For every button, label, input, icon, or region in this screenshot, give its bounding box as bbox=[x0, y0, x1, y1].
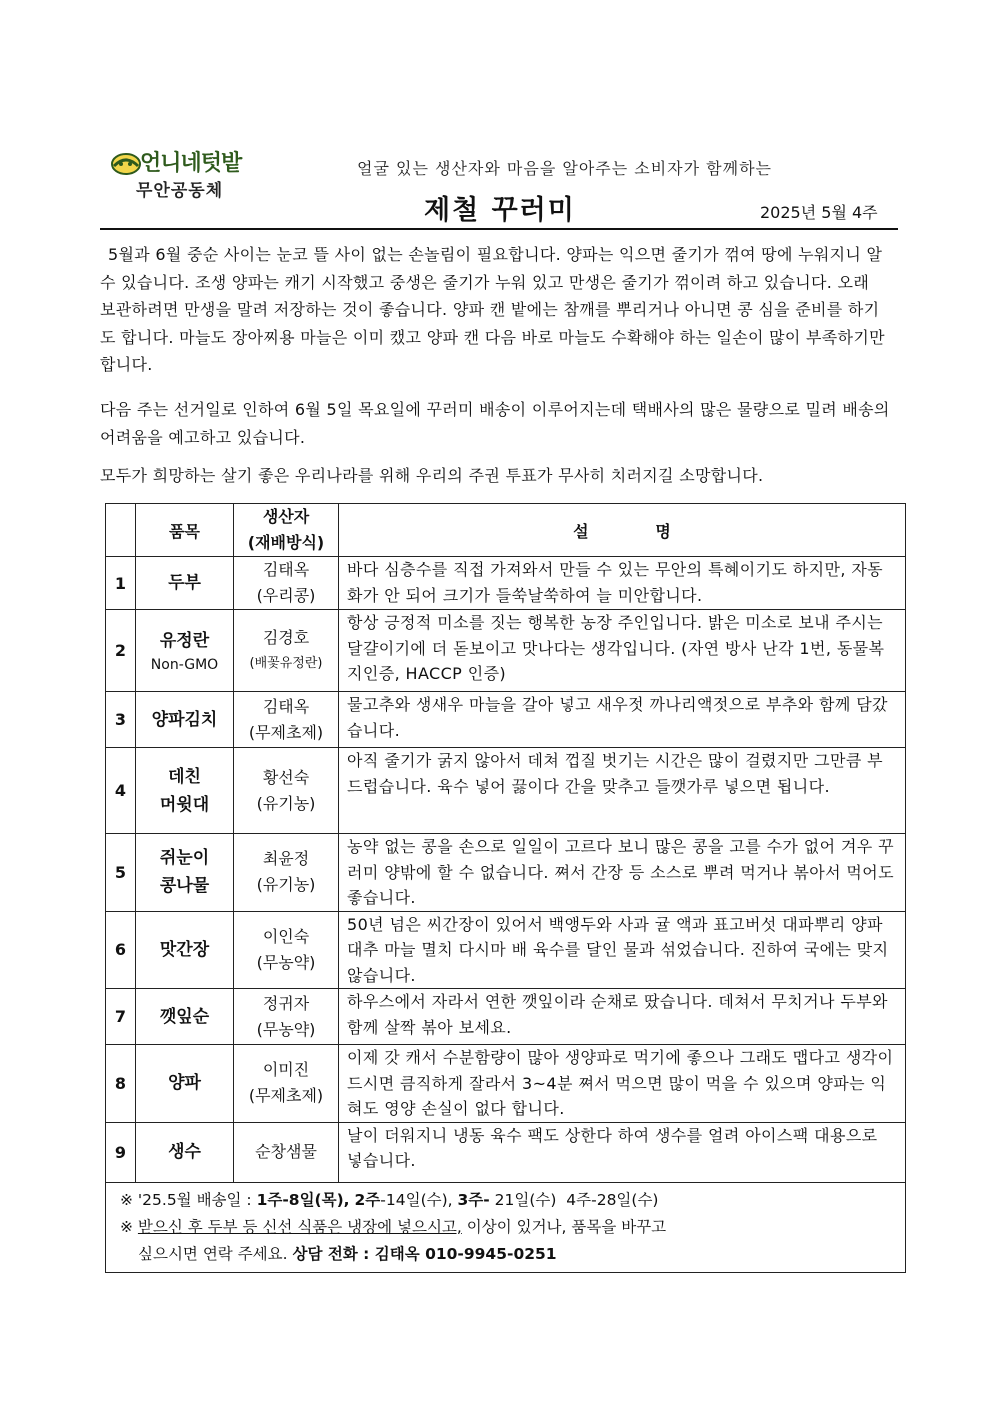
item-name: 깻잎순 bbox=[159, 1006, 210, 1027]
schedule-week3: 21일(수) bbox=[489, 1190, 557, 1209]
table-row bbox=[106, 989, 906, 1045]
row-producer bbox=[234, 610, 339, 692]
producer-method: (우리콩) bbox=[256, 586, 316, 605]
item-subtitle: Non-GMO bbox=[150, 656, 219, 673]
row-description: 이제 갓 캐서 수분함량이 많아 생양파로 먹기에 좋으나 그래도 맵다고 생각이 드시면 큼직하게 잘라서 3~4분 쪄서 먹으면 많이 먹을 수 있으며 양파는 익혀도 영양 손실이 없다 합니다. bbox=[339, 1045, 906, 1123]
producer-name: 최윤정 bbox=[262, 849, 310, 869]
producer-method: (유기농) bbox=[256, 793, 316, 813]
row-producer bbox=[234, 834, 339, 912]
row-number: 4 bbox=[106, 748, 136, 834]
item-name: 양파김치 bbox=[151, 709, 218, 730]
row-item bbox=[136, 1045, 234, 1123]
storage-notice bbox=[120, 1214, 891, 1241]
row-number: 2 bbox=[106, 610, 136, 692]
row-number: 1 bbox=[106, 557, 136, 610]
header-producer bbox=[234, 504, 339, 557]
row-item bbox=[136, 834, 234, 912]
producer-method: (무제초제) bbox=[248, 722, 324, 742]
page-title: 제철 꾸러미 bbox=[424, 195, 576, 226]
row-number: 6 bbox=[106, 911, 136, 989]
row-item bbox=[136, 911, 234, 989]
table-row bbox=[106, 1122, 906, 1182]
schedule-week2: -14일(수), bbox=[380, 1190, 453, 1209]
header-producer-label: 생산자 bbox=[262, 507, 310, 526]
header-method-label: (재배방식) bbox=[247, 533, 325, 552]
row-description: 아직 줄기가 굵지 않아서 데쳐 껍질 벗기는 시간은 많이 걸렸지만 그만큼 부드럽습니다. 육수 넣어 끓이다 간을 맞추고 들깻가루 넣으면 됩니다. bbox=[339, 748, 906, 834]
row-producer bbox=[234, 692, 339, 748]
producer-method: (배꽃유정란) bbox=[249, 655, 323, 671]
table-row bbox=[106, 1045, 906, 1123]
row-description: 물고추와 생새우 마늘을 갈아 넣고 새우젓 까나리액젓으로 부추와 함께 담갔습니다. bbox=[339, 692, 906, 748]
logo-subtitle: 무안공동체 bbox=[136, 181, 224, 201]
delivery-schedule bbox=[120, 1187, 891, 1214]
row-description: 하우스에서 자라서 연한 깻잎이라 순채로 땄습니다. 데쳐서 무치거나 두부와 함께 살짝 볶아 보세요. bbox=[339, 989, 906, 1045]
producer-name: 황선숙 bbox=[262, 767, 310, 787]
notice-line2: 싶으시면 연락 주세요. bbox=[138, 1244, 288, 1263]
table-row bbox=[106, 692, 906, 748]
item-name: 두부 bbox=[168, 573, 201, 593]
item-name-line2: 콩나물 bbox=[159, 876, 210, 897]
intro-paragraph-1: 5월과 6월 중순 사이는 눈코 뜰 사이 없는 손놀림이 필요합니다. 양파는 익으면 줄기가 꺾여 땅에 누워지니 알 수 있습니다. 조생 양파는 캐기 시작했고 중생은 줄기가 누워 있고 만생은 줄기가 꺾이려 하고 있습니다. 오래 보관하려면 만생을 말려 저장하는 것이 좋습니다. 양파 캔 밭에는 참깨를 뿌리거나 아니면 콩 심을 준비를 하기도 합니다. 마늘도 장아찌용 마늘은 이미 캤고 양파 캔 다음 바로 마늘도 수확해야 하는 일손이 많이 부족하기만 합니다. bbox=[100, 245, 885, 374]
row-item bbox=[136, 748, 234, 834]
producer-name: 김태옥 bbox=[262, 696, 310, 716]
row-producer bbox=[234, 911, 339, 989]
row-description: 날이 더워지니 냉동 육수 팩도 상한다 하여 생수를 얼려 아이스팩 대용으로 넣습니다. bbox=[339, 1122, 906, 1182]
row-producer bbox=[234, 1045, 339, 1123]
row-description: 농약 없는 콩을 손으로 일일이 고르다 보니 많은 콩을 고를 수가 없어 겨우 꾸러미 양밖에 할 수 없습니다. 쪄서 간장 등 소스로 뿌려 먹거나 볶아서 먹어도 좋습니다. bbox=[339, 834, 906, 912]
row-producer bbox=[234, 1122, 339, 1182]
row-number: 9 bbox=[106, 1122, 136, 1182]
producer-method: (무농약) bbox=[256, 1019, 316, 1039]
row-item bbox=[136, 557, 234, 610]
row-item bbox=[136, 692, 234, 748]
row-item bbox=[136, 610, 234, 692]
row-number: 8 bbox=[106, 1045, 136, 1123]
schedule-week3-label: 3주- bbox=[457, 1190, 490, 1209]
producer-name: 정귀자 bbox=[262, 993, 310, 1013]
table-row bbox=[106, 911, 906, 989]
table-row bbox=[106, 748, 906, 834]
item-name: 양파 bbox=[168, 1073, 201, 1094]
notice-underlined: 받으신 후 두부 등 신선 식품은 냉장에 넣으시고, bbox=[137, 1217, 462, 1236]
producer-name: 김경호 bbox=[262, 627, 310, 647]
row-number: 7 bbox=[106, 989, 136, 1045]
row-description: 바다 심층수를 직접 가져와서 만들 수 있는 무안의 특혜이기도 하지만, 자동화가 안 되어 크기가 들쑥날쑥하여 늘 미안합니다. bbox=[339, 557, 906, 610]
producer-method: (무제초제) bbox=[248, 1086, 324, 1106]
row-number: 3 bbox=[106, 692, 136, 748]
intro-paragraph-3: 모두가 희망하는 살기 좋은 우리나라를 위해 우리의 주권 투표가 무사히 치러지길 소망합니다. bbox=[100, 466, 764, 485]
contact-line bbox=[120, 1241, 891, 1268]
table-row bbox=[106, 610, 906, 692]
table-header-row bbox=[106, 504, 906, 557]
header-no bbox=[106, 504, 136, 557]
table-row bbox=[106, 557, 906, 610]
schedule-week2-label: 2주 bbox=[354, 1190, 381, 1209]
producer-name: 순창샘물 bbox=[255, 1142, 317, 1161]
items-table bbox=[105, 503, 906, 1273]
table-row bbox=[106, 834, 906, 912]
header-item: 품목 bbox=[136, 504, 234, 557]
contact-phone: 상담 전화 : 김태옥 010-9945-0251 bbox=[292, 1244, 557, 1263]
row-description: 50년 넘은 씨간장이 있어서 백앵두와 사과 귤 액과 표고버섯 대파뿌리 양파 대추 마늘 멸치 다시마 배 육수를 달인 물과 섞었습니다. 진하여 국에는 맞지 않습니다. bbox=[339, 911, 906, 989]
producer-method: (유기농) bbox=[256, 875, 316, 895]
logo-name: 언니네텃밭 bbox=[140, 151, 242, 176]
item-name: 유정란 bbox=[159, 630, 210, 651]
producer-name: 이미진 bbox=[262, 1060, 310, 1080]
item-name-line2: 머윗대 bbox=[159, 794, 210, 815]
slogan: 얼굴 있는 생산자와 마음을 알아주는 소비자가 함께하는 bbox=[357, 159, 773, 178]
row-item bbox=[136, 989, 234, 1045]
issue-date: 2025년 5월 4주 bbox=[760, 203, 878, 222]
row-number: 5 bbox=[106, 834, 136, 912]
footer-notes bbox=[106, 1182, 906, 1272]
schedule-week1: 1주-8일(목), bbox=[256, 1190, 350, 1209]
row-producer bbox=[234, 748, 339, 834]
row-item bbox=[136, 1122, 234, 1182]
intro-paragraph-2: 다음 주는 선거일로 인하여 6월 5일 목요일에 꾸러미 배송이 이루어지는데 택배사의 많은 물량으로 밀려 배송의 어려움을 예고하고 있습니다. bbox=[100, 400, 890, 447]
schedule-label: ※ '25.5월 배송일 : bbox=[120, 1190, 257, 1209]
notice-text: 이상이 있거나, 품목을 바꾸고 bbox=[461, 1217, 667, 1236]
row-producer bbox=[234, 557, 339, 610]
row-description: 항상 긍정적 미소를 짓는 행복한 농장 주인입니다. 밝은 미소로 보내 주시는 달걀이기에 더 돋보이고 맛나다는 생각입니다. (자연 방사 난각 1번, 동물복지인증, HACCP 인증) bbox=[339, 610, 906, 692]
footer-row bbox=[106, 1182, 906, 1272]
producer-name: 이인숙 bbox=[262, 926, 310, 946]
item-name: 생수 bbox=[168, 1142, 201, 1162]
producer-name: 김태옥 bbox=[262, 560, 310, 579]
item-name: 맛간장 bbox=[159, 939, 210, 960]
title-divider bbox=[100, 228, 898, 230]
producer-method: (무농약) bbox=[256, 952, 316, 972]
item-name: 쥐눈이 bbox=[159, 848, 210, 869]
notice-mark: ※ bbox=[120, 1217, 138, 1236]
item-name: 데친 bbox=[168, 766, 201, 787]
row-producer bbox=[234, 989, 339, 1045]
schedule-week4: 4주-28일(수) bbox=[566, 1190, 659, 1209]
header-description: 설 명 bbox=[339, 504, 906, 557]
